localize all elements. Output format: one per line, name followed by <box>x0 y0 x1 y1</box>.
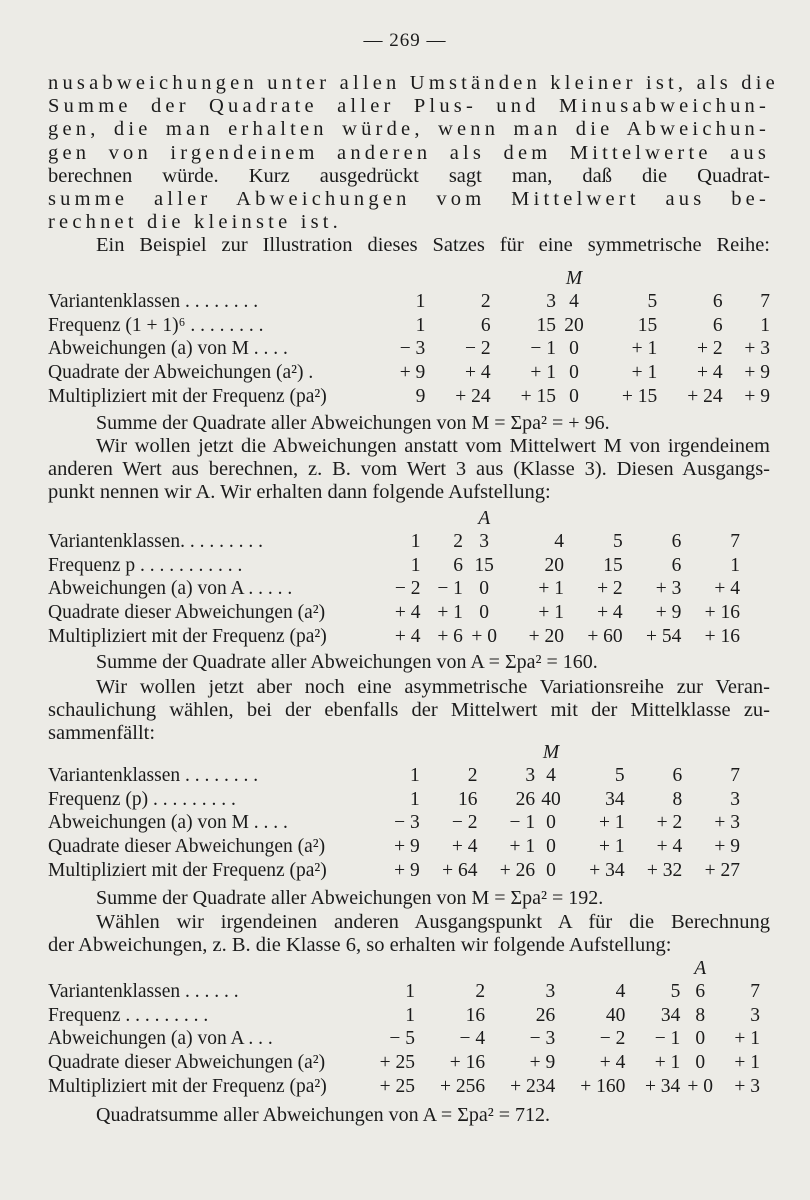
table-cell: + 9 <box>714 835 740 857</box>
row-label: Variantenklassen . . . . . . <box>48 980 239 1002</box>
table-cell: 5 <box>612 530 623 552</box>
row-label: Abweichungen (a) von A . . . <box>48 1028 273 1050</box>
table-cell: + 24 <box>455 385 491 407</box>
table-row <box>48 1004 760 1028</box>
table-cell: 1 <box>405 1004 415 1026</box>
table-cell: + 1 <box>654 1051 681 1073</box>
origin-marker: A <box>478 508 491 529</box>
table-cell: − 3 <box>394 812 420 834</box>
table-cell: + 9 <box>655 601 682 623</box>
table-cell: 4 <box>615 980 626 1002</box>
table-cell: 6 <box>712 314 723 336</box>
table-cell: 0 <box>546 859 556 881</box>
table-cell: 20 <box>544 554 565 576</box>
table-cell: 3 <box>479 530 490 552</box>
table-symmetric-from-a <box>48 508 740 648</box>
table-cell: 8 <box>672 788 683 810</box>
table-cell: 16 <box>457 788 478 810</box>
table-cell: + 9 <box>399 361 426 383</box>
table-cell: 2 <box>475 980 486 1002</box>
table-cell: 6 <box>695 980 706 1002</box>
row-label: Frequenz p . . . . . . . . . . . <box>48 554 243 576</box>
table-row <box>48 290 770 314</box>
sum-line-2: Summe der Quadrate aller Abweichungen von A = Σpa² = 160. <box>96 651 598 673</box>
table-cell: − 1 <box>509 812 536 834</box>
table-cell: 15 <box>536 314 556 336</box>
row-label: Quadrate dieser Abweichungen (a²) <box>48 835 326 857</box>
table-cell: + 9 <box>529 1051 556 1073</box>
text-line: der Abweichungen, z. B. die Klasse 6, so erhalten wir folgende Aufstellung: <box>48 934 672 957</box>
table-cell: 3 <box>545 980 556 1002</box>
table-cell: + 15 <box>621 385 658 407</box>
table-cell: 3 <box>546 290 556 312</box>
table-cell: + 1 <box>734 1028 760 1050</box>
table-row <box>48 554 740 578</box>
table-cell: 6 <box>453 554 463 576</box>
table-row <box>48 530 740 554</box>
table-cell: 0 <box>695 1028 706 1050</box>
table-cell: + 1 <box>631 361 658 383</box>
table-cell: 1 <box>760 314 770 336</box>
table-cell: + 4 <box>394 625 421 647</box>
text-line: Wählen wir irgendeinen anderen Ausgangspunkt A für die Berechnung <box>96 911 770 933</box>
text-line: Ein Beispiel zur Illustration dieses Satzes für eine symmetrische Reihe: <box>96 234 770 257</box>
table-row <box>48 385 770 409</box>
table-cell: + 1 <box>598 835 625 857</box>
table-cell: 1 <box>410 554 421 576</box>
table-cell: + 2 <box>656 812 683 834</box>
table-cell: 6 <box>671 530 682 552</box>
table-cell: 6 <box>712 290 723 312</box>
table-cell: 5 <box>614 764 625 786</box>
table-cell: 6 <box>480 314 491 336</box>
text-line: Wir wollen jetzt die Abweichungen anstatt vom Mittelwert M von irgendeinem <box>96 435 770 457</box>
paragraph-intro <box>48 72 779 258</box>
table-cell: + 1 <box>734 1051 760 1073</box>
row-label: Multipliziert mit der Frequenz (pa²) <box>48 1075 327 1097</box>
table-cell: 7 <box>730 764 740 786</box>
table-cell: 1 <box>410 530 421 552</box>
table-cell: 34 <box>660 1004 681 1026</box>
table-cell: 9 <box>415 385 426 407</box>
table-cell: + 27 <box>704 859 740 881</box>
table-cell: + 2 <box>597 578 623 600</box>
table-cell: + 1 <box>509 835 536 857</box>
table-row <box>48 577 740 601</box>
row-label: Variantenklassen . . . . . . . . <box>48 290 259 312</box>
table-cell: + 9 <box>394 835 420 857</box>
table-cell: − 1 <box>530 338 556 360</box>
table-cell: 2 <box>480 290 491 312</box>
table-row <box>48 788 740 812</box>
table-cell: 5 <box>670 980 681 1002</box>
table-cell: − 2 <box>599 1028 626 1050</box>
table-cell: + 34 <box>644 1075 681 1097</box>
table-row <box>48 1027 760 1051</box>
row-label: Multipliziert mit der Frequenz (pa²) <box>48 625 327 647</box>
table-cell: + 16 <box>704 625 740 647</box>
table-cell: + 64 <box>442 859 478 881</box>
sum-line-3: Summe der Quadrate aller Abweichungen von M = Σpa² = 192. <box>96 887 604 909</box>
table-cell: + 1 <box>631 338 658 360</box>
text-line: anderen Wert aus berechnen, z. B. vom Wert 3 aus (Klasse 3). Diesen Ausgangs- <box>48 458 770 481</box>
table-cell: 15 <box>603 554 623 576</box>
table-cell: + 25 <box>379 1051 415 1073</box>
mean-marker: M <box>542 742 560 763</box>
table-row <box>48 835 740 859</box>
table-cell: + 2 <box>697 338 723 360</box>
table-cell: + 0 <box>687 1075 714 1097</box>
table-cell: 34 <box>605 788 625 810</box>
table-cell: + 4 <box>465 361 491 383</box>
table-cell: − 2 <box>394 578 421 600</box>
table-cell: 6 <box>672 764 683 786</box>
table-cell: + 3 <box>714 812 740 834</box>
table-cell: + 4 <box>656 835 683 857</box>
table-cell: 16 <box>465 1004 486 1026</box>
row-label: Frequenz (1 + 1)⁶ . . . . . . . . <box>48 314 264 336</box>
table-cell: 2 <box>453 530 463 552</box>
table-cell: 0 <box>546 812 556 834</box>
table-cell: 1 <box>405 980 415 1002</box>
table-cell: − 3 <box>399 338 426 360</box>
row-label: Quadrate der Abweichungen (a²) . <box>48 361 314 383</box>
table-cell: + 1 <box>598 812 625 834</box>
table-cell: − 2 <box>465 338 491 360</box>
table-cell: + 1 <box>538 601 565 623</box>
text-line: sammenfällt: <box>48 722 156 745</box>
table-cell: 4 <box>554 530 565 552</box>
table-cell: 0 <box>569 385 579 407</box>
table-cell: + 3 <box>734 1075 760 1097</box>
table-cell: + 24 <box>687 385 723 407</box>
table-cell: + 1 <box>530 361 556 383</box>
table-cell: 0 <box>479 578 490 600</box>
page-number: — 269 — <box>363 30 447 51</box>
table-row <box>48 625 740 649</box>
row-label: Variantenklassen. . . . . . . . . <box>48 530 263 552</box>
table-row <box>48 1075 760 1099</box>
table-cell: + 26 <box>499 859 536 881</box>
row-label: Quadrate dieser Abweichungen (a²) <box>48 601 326 623</box>
text-line: berechnen würde. Kurz ausgedrückt sagt man, daß die Quadrat- <box>48 164 770 187</box>
table-cell: 26 <box>535 1004 556 1026</box>
table-cell: − 5 <box>389 1028 415 1050</box>
table-cell: 3 <box>730 788 740 810</box>
table-cell: 1 <box>410 788 420 810</box>
table-cell: + 9 <box>394 859 420 881</box>
table-cell: + 0 <box>471 625 497 647</box>
table-cell: 7 <box>730 530 740 552</box>
text-line: schaulichung wählen, bei der ebenfalls der Mittelwert mit der Mittelklasse zu- <box>48 699 770 722</box>
table-cell: + 3 <box>744 338 770 360</box>
table-cell: 7 <box>760 290 770 312</box>
table-row <box>48 980 760 1004</box>
table-cell: + 1 <box>437 601 463 623</box>
table-cell: 1 <box>730 554 740 576</box>
origin-marker: A <box>694 958 707 979</box>
table-cell: 40 <box>541 788 561 810</box>
table-asymmetric-from-a <box>48 958 760 1098</box>
table-cell: + 6 <box>437 625 463 647</box>
row-label: Abweichungen (a) von M . . . . <box>48 812 288 834</box>
table-cell: 5 <box>647 290 658 312</box>
table-cell: + 9 <box>744 361 770 383</box>
table-cell: + 4 <box>599 1051 626 1073</box>
table-cell: − 4 <box>459 1028 486 1050</box>
table-cell: + 25 <box>379 1075 415 1097</box>
table-cell: + 1 <box>538 578 565 600</box>
row-label: Abweichungen (a) von M . . . . <box>48 338 288 360</box>
table-cell: 1 <box>415 314 426 336</box>
paragraph-fourth <box>48 911 770 957</box>
row-label: Frequenz (p) . . . . . . . . . <box>48 788 236 810</box>
table-cell: + 32 <box>646 859 683 881</box>
table-cell: 15 <box>474 554 494 576</box>
mean-marker: M <box>565 268 583 289</box>
table-cell: + 4 <box>714 578 740 600</box>
row-label: Multipliziert mit der Frequenz (pa²) <box>48 385 327 407</box>
table-cell: 0 <box>546 835 556 857</box>
table-cell: + 54 <box>645 625 682 647</box>
table-cell: 0 <box>695 1051 706 1073</box>
text-line: rechnet die kleinste ist. <box>48 211 342 234</box>
table-cell: + 15 <box>520 385 556 407</box>
table-cell: 4 <box>546 764 556 786</box>
table-row <box>48 314 770 338</box>
table-cell: + 16 <box>449 1051 486 1073</box>
table-row <box>48 361 770 385</box>
table-cell: 8 <box>695 1004 706 1026</box>
text-line: punkt nennen wir A. Wir erhalten dann folgende Aufstellung: <box>48 481 551 504</box>
table-cell: + 4 <box>697 361 723 383</box>
text-line: gen von irgendeinem anderen als dem Mittelwerte aus <box>48 141 770 164</box>
table-row <box>48 337 770 361</box>
table-cell: + 3 <box>655 578 682 600</box>
text-line: Summe der Quadrate aller Plus- und Minusabweichun- <box>48 95 770 118</box>
table-cell: + 34 <box>589 859 625 881</box>
table-row <box>48 859 740 883</box>
table-cell: + 16 <box>704 601 740 623</box>
row-label: Frequenz . . . . . . . . . <box>48 1004 209 1026</box>
table-asymmetric-from-mean <box>48 742 740 882</box>
table-cell: − 3 <box>529 1028 556 1050</box>
table-cell: 6 <box>671 554 682 576</box>
table-cell: + 160 <box>580 1075 626 1097</box>
table-cell: 15 <box>637 314 658 336</box>
table-cell: + 20 <box>528 625 565 647</box>
table-cell: + 4 <box>597 601 623 623</box>
table-cell: 3 <box>750 1004 760 1026</box>
table-cell: 40 <box>605 1004 626 1026</box>
table-cell: − 1 <box>654 1028 681 1050</box>
table-cell: 1 <box>415 290 426 312</box>
table-cell: 26 <box>515 788 536 810</box>
text-line: summe aller Abweichungen vom Mittelwert aus be- <box>48 188 770 211</box>
table-row <box>48 1051 760 1075</box>
table-row <box>48 764 740 788</box>
table-cell: + 4 <box>394 601 421 623</box>
row-label: Multipliziert mit der Frequenz (pa²) <box>48 859 327 881</box>
table-symmetric-from-mean <box>48 268 770 408</box>
text-line: gen, die man erhalten würde, wenn man die Abweichun- <box>48 118 770 141</box>
table-cell: + 9 <box>744 385 770 407</box>
table-cell: + 234 <box>510 1075 556 1097</box>
paragraph-second <box>48 435 770 505</box>
table-cell: 20 <box>564 314 584 336</box>
row-label: Abweichungen (a) von A . . . . . <box>48 578 293 600</box>
table-cell: + 256 <box>439 1075 486 1097</box>
table-cell: 7 <box>750 980 760 1002</box>
table-cell: + 60 <box>587 625 623 647</box>
sum-line-4: Quadratsumme aller Abweichungen von A = Σpa² = 712. <box>96 1104 550 1126</box>
table-cell: − 2 <box>451 812 478 834</box>
table-row <box>48 601 740 625</box>
table-cell: 3 <box>525 764 536 786</box>
row-label: Variantenklassen . . . . . . . . <box>48 764 259 786</box>
table-cell: − 1 <box>437 578 463 600</box>
row-label: Quadrate dieser Abweichungen (a²) <box>48 1051 326 1073</box>
table-cell: + 4 <box>451 835 478 857</box>
table-cell: 1 <box>410 764 420 786</box>
table-cell: 0 <box>569 338 579 360</box>
sum-line-1: Summe der Quadrate aller Abweichungen von M = Σpa² = + 96. <box>96 412 610 434</box>
table-cell: 4 <box>569 290 579 312</box>
table-cell: 0 <box>569 361 579 383</box>
text-line: Wir wollen jetzt aber noch eine asymmetrische Variationsreihe zur Veran- <box>96 676 770 698</box>
paragraph-third <box>48 676 770 746</box>
table-cell: 0 <box>479 601 490 623</box>
table-cell: 2 <box>467 764 478 786</box>
table-row <box>48 811 740 835</box>
text-line: nusabweichungen unter allen Umständen kleiner ist, als die <box>48 72 779 94</box>
